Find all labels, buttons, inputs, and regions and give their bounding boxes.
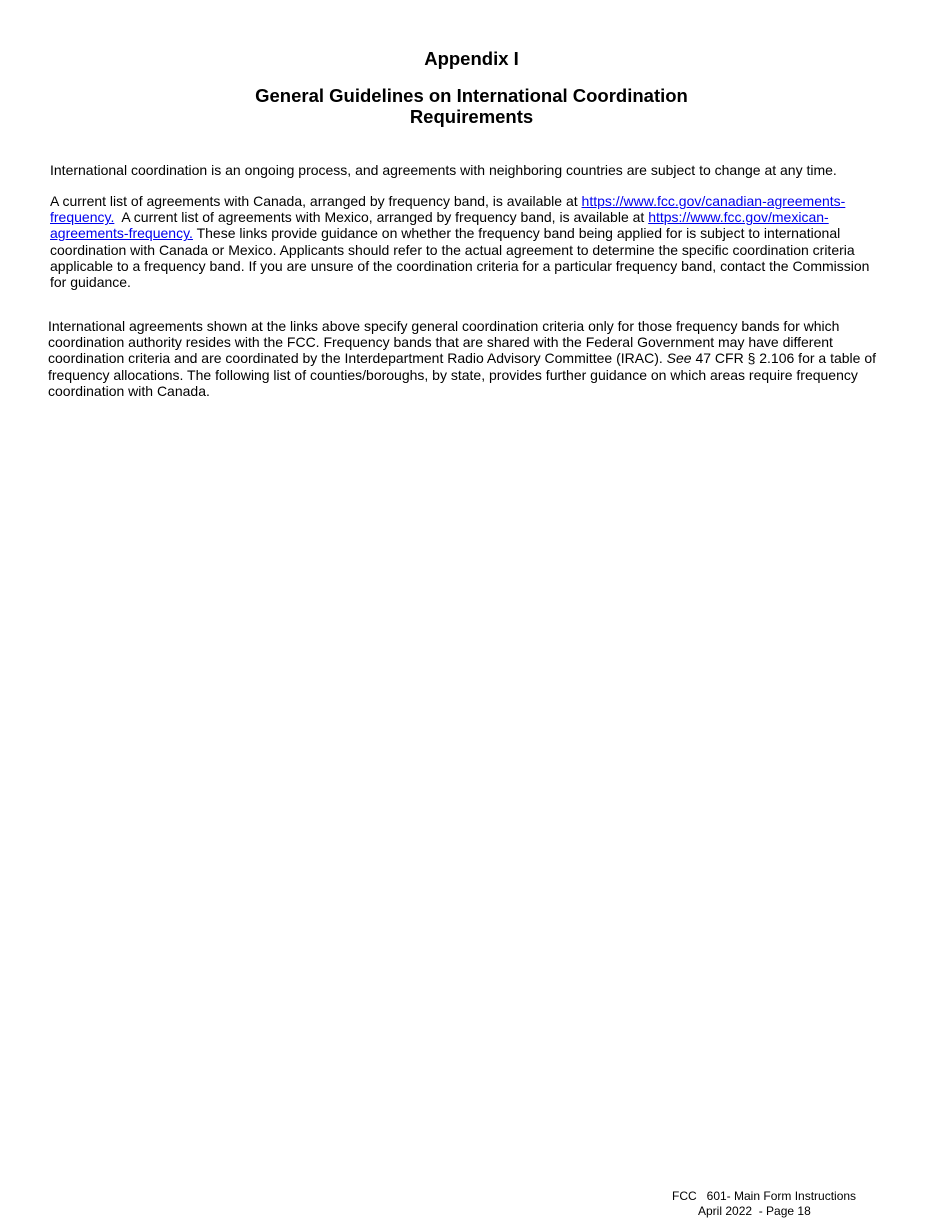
agreements-text-3: These links provide guidance on whether the frequency band being applied for is subject to international coordination with Canada or Mexico. Applicants should refer to the actual agreement to determine the specific coordination criteria applicable to a frequency band. If you are unsure of the coordination criteria for a particular frequency band, contact the Commission for guidance. [50,225,870,291]
page-title [0,85,943,127]
agreements-text-1: A current list of agreements with Canada, arranged by frequency band, is available at [50,193,582,209]
page-title-line-2: Requirements [409,106,534,127]
coordination-criteria-paragraph [48,318,888,399]
agreements-text-2: A current list of agreements with Mexico, arranged by frequency band, is available at [114,209,649,226]
footer-form-name: FCC 601- Main Form Instructions [672,1189,857,1203]
page-title-line-1: General Guidelines on International Coordination [255,85,688,106]
mexican-agreements-link[interactable]: https://www.fcc.gov/mexican-agreements-frequency. [50,209,829,242]
criteria-text-1: International agreements shown at the links above specify general coordination criteria only for those frequency bands for which coordination authority resides with the FCC. Frequency bands that are shared with the Federal Government may have different coordination criteria and are coordinated by the Interdepartment Radio Advisory Committee (IRAC). [48,318,840,367]
footer-date-page: April 2022 - Page 18 [698,1204,811,1218]
criteria-text-2: 47 CFR § 2.106 for a table of frequency allocations. The following list of counties/boroughs, by state, provides further guidance on which areas require frequency coordination with Canada. [48,350,877,399]
agreements-paragraph [50,193,880,290]
intro-paragraph: International coordination is an ongoing process, and agreements with neighboring countries are subject to change at any time. [50,162,837,178]
canadian-agreements-link[interactable]: https://www.fcc.gov/canadian-agreements-frequency. [50,193,846,226]
see-reference: See [666,350,692,367]
appendix-title: Appendix I [424,48,519,69]
page-footer [600,1189,920,1219]
